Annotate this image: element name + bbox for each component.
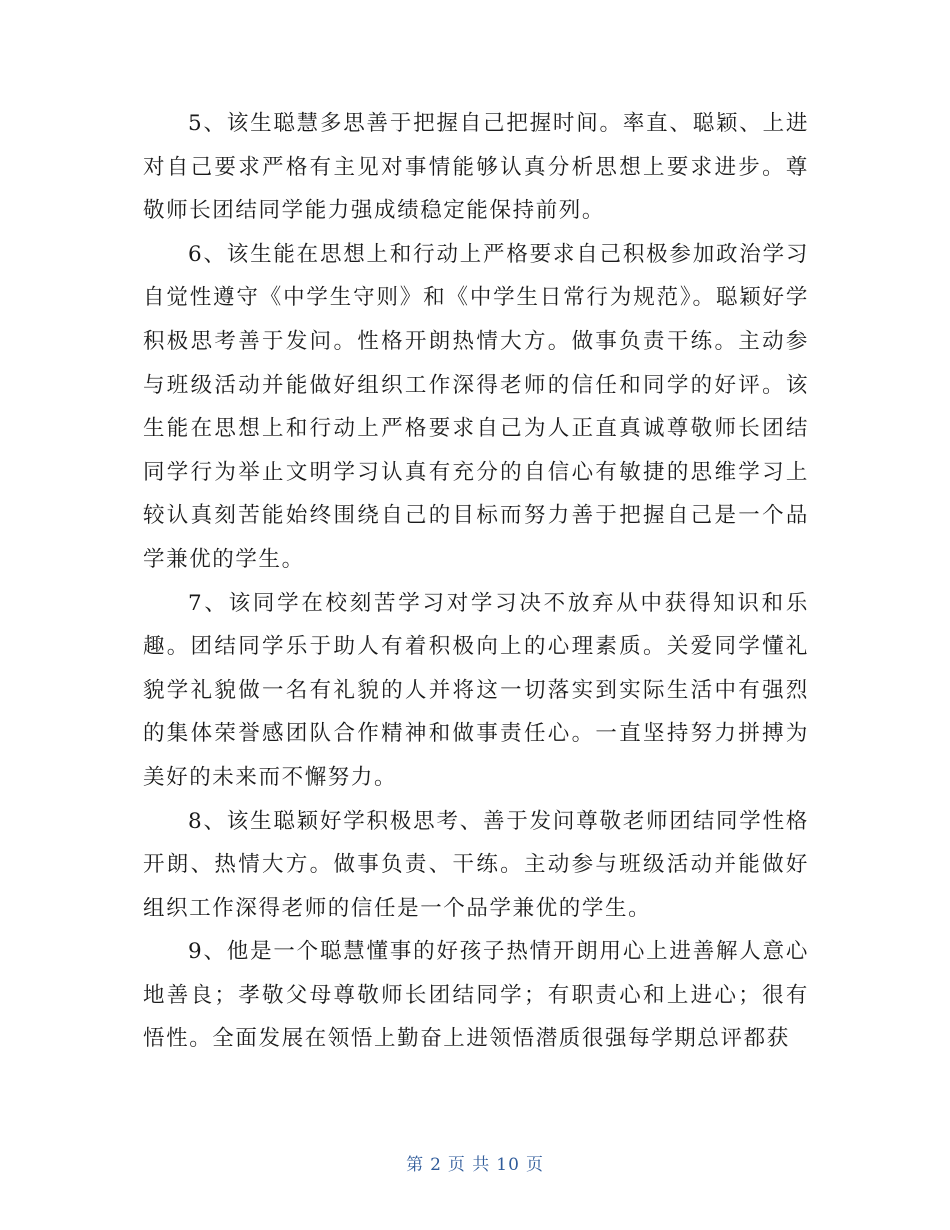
footer-total-pages: 10 <box>496 1155 520 1175</box>
paragraph-7: 7、该同学在校刻苦学习对学习决不放弃从中获得知识和乐趣。团结同学乐于助人有着积极向上的心理素质。关爱同学懂礼貌学礼貌做一名有礼貌的人并将这一切落实到实际生活中有强烈的集体荣誉感团队合作精神和做事责任心。一直坚持努力拼搏为美好的未来而不懈努力。 <box>143 590 809 790</box>
paragraph-8: 8、该生聪颖好学积极思考、善于发问尊敬老师团结同学性格开朗、热情大方。做事负责、干练。主动参与班级活动并能做好组织工作深得老师的信任是一个品学兼优的学生。 <box>143 808 809 921</box>
paragraph-9: 9、他是一个聪慧懂事的好孩子热情开朗用心上进善解人意心地善良；孝敬父母尊敬师长团结同学；有职责心和上进心；很有悟性。全面发展在领悟上勤奋上进领悟潜质很强每学期总评都获 <box>143 939 809 1052</box>
document-body <box>143 102 809 1061</box>
footer-prefix: 第 <box>406 1155 425 1175</box>
footer-current-page: 2 <box>430 1155 442 1175</box>
footer-middle: 页 共 <box>447 1155 491 1175</box>
footer-suffix: 页 <box>525 1155 544 1175</box>
paragraph-5: 5、该生聪慧多思善于把握自己把握时间。率直、聪颖、上进对自己要求严格有主见对事情能够认真分析思想上要求进步。尊敬师长团结同学能力强成绩稳定能保持前列。 <box>143 111 809 224</box>
page-number-footer <box>0 1150 950 1175</box>
paragraph-6: 6、该生能在思想上和行动上严格要求自己积极参加政治学习自觉性遵守《中学生守则》和《中学生日常行为规范》。聪颖好学积极思考善于发问。性格开朗热情大方。做事负责干练。主动参与班级活动并能做好组织工作深得老师的信任和同学的好评。该生能在思想上和行动上严格要求自己为人正直真诚尊敬师长团结同学行为举止文明学习认真有充分的自信心有敏捷的思维学习上较认真刻苦能始终围绕自己的目标而努力善于把握自己是一个品学兼优的学生。 <box>143 241 809 572</box>
